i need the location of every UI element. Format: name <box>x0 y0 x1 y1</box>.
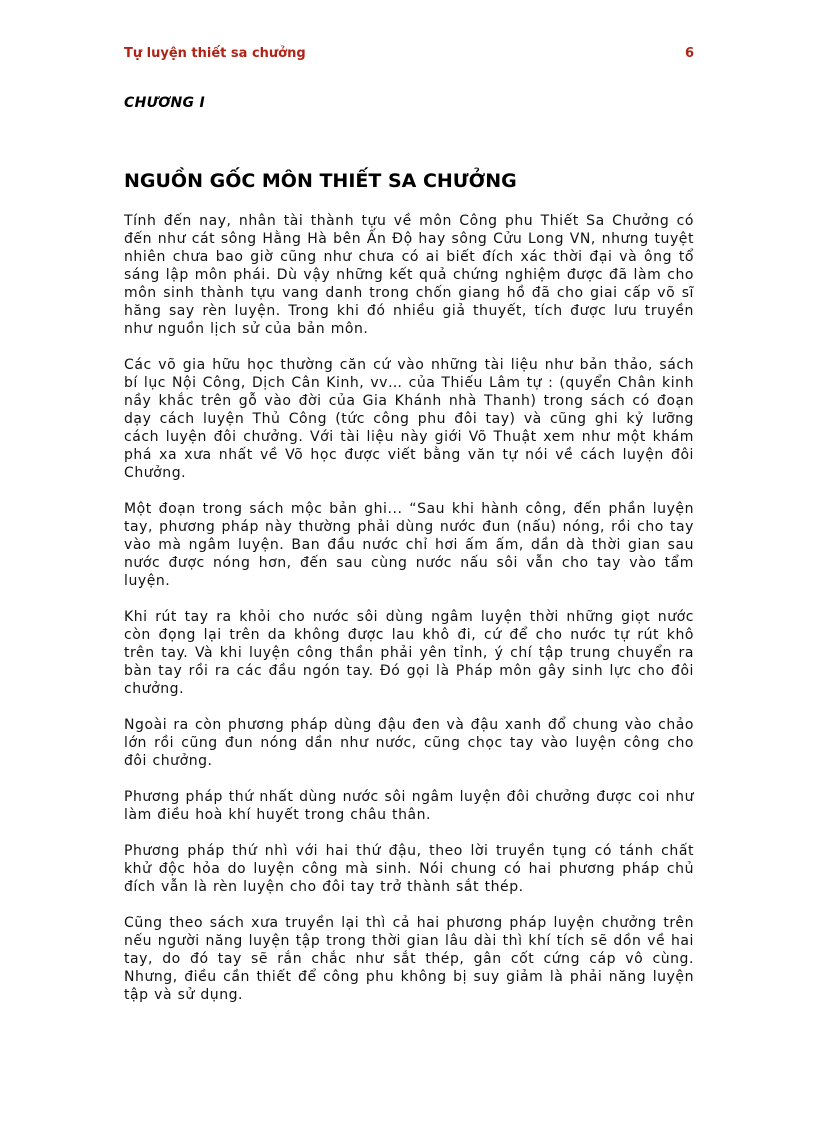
paragraph-1: Tính đến nay, nhân tài thành tựu về môn Công phu Thiết Sa Chưởng có đến như cát sông Hằng Hà bên Ấn Độ hay sông Cửu Long VN, nhưng tuyệt nhiên chưa bao giờ cũng như chưa có ai biết đích xác thời đại và ông tổ sáng lập môn phái. Dù vậy những kết quả chứng nghiệm được đã làm cho môn sinh thành tựu vang danh trong chốn giang hồ đã cho giai cấp võ sĩ hăng say rèn luyện. Trong khi đó nhiều giả thuyết, tích được lưu truyền như nguồn lịch sử của bản môn. <box>124 213 694 337</box>
paragraph-3: Một đoạn trong sách mộc bản ghi... “Sau khi hành công, đến phần luyện tay, phương pháp này thường phải dùng nước đun (nấu) nóng, rồi cho tay vào mà ngâm luyện. Ban đầu nước chỉ hơi ấm ấm, dần dà thời gian sau nước được nóng hơn, đến sau cùng nước nấu sôi vẫn cho tay vào tẩm luyện. <box>124 501 694 589</box>
paragraph-5: Ngoài ra còn phương pháp dùng đậu đen và đậu xanh đổ chung vào chảo lớn rồi cũng đun nóng dần như nước, cũng chọc tay vào luyện công cho đôi chưởng. <box>124 717 694 769</box>
chapter-label: CHƯƠNG I <box>124 95 205 111</box>
paragraph-7: Phương pháp thứ nhì với hai thứ đậu, theo lời truyền tụng có tánh chất khử độc hỏa do luyện công mà sinh. Nói chung có hai phương pháp chủ đích vẫn là rèn luyện cho đôi tay trở thành sắt thép. <box>124 843 694 895</box>
paragraph-8: Cũng theo sách xưa truyền lại thì cả hai phương pháp luyện chưởng trên nếu người năng luyện tập trong thời gian lâu dài thì khí tích sẽ dồn về hai tay, do đó tay sẽ rắn chắc như sắt thép, gân cốt cứng cáp vô cùng. Nhưng, điều cần thiết để công phu không bị suy giảm là phải năng luyện tập và sử dụng. <box>124 915 694 1003</box>
paragraph-2: Các võ gia hữu học thường căn cứ vào những tài liệu như bản thảo, sách bí lục Nội Công, Dịch Cân Kinh, vv… của Thiếu Lâm tự : (quyển Chân kinh nầy khắc trên gỗ vào đời của Gia Khánh nhà Thanh) trong sách có đoạn dạy cách luyện Thủ Công (tức công phu đôi tay) và cũng ghi kỷ lưỡng cách luyện đôi chưởng. Với tài liệu này giới Võ Thuật xem như một khám phá xa xưa nhất về Võ học được viết bằng văn tự nói về cách luyện đôi Chưởng. <box>124 357 694 481</box>
chapter-title: NGUỒN GỐC MÔN THIẾT SA CHƯỞNG <box>124 170 517 192</box>
paragraph-4: Khi rút tay ra khỏi cho nước sôi dùng ngâm luyện thời những giọt nước còn đọng lại trên da không được lau khô đi, cứ để cho nước tự rút khô trên tay. Và khi luyện công thần phải yên tỉnh, ý chí tập trung chuyển ra bàn tay rồi ra các đầu ngón tay. Đó gọi là Pháp môn gây sinh lực cho đôi chưởng. <box>124 609 694 697</box>
running-header-title: Tự luyện thiết sa chưởng <box>124 46 306 61</box>
page-number: 6 <box>684 46 694 61</box>
running-header <box>124 46 694 66</box>
paragraph-6: Phương pháp thứ nhất dùng nước sôi ngâm luyện đôi chưởng được coi như làm điều hoà khí huyết trong châu thân. <box>124 789 694 823</box>
body-text <box>124 212 694 1022</box>
